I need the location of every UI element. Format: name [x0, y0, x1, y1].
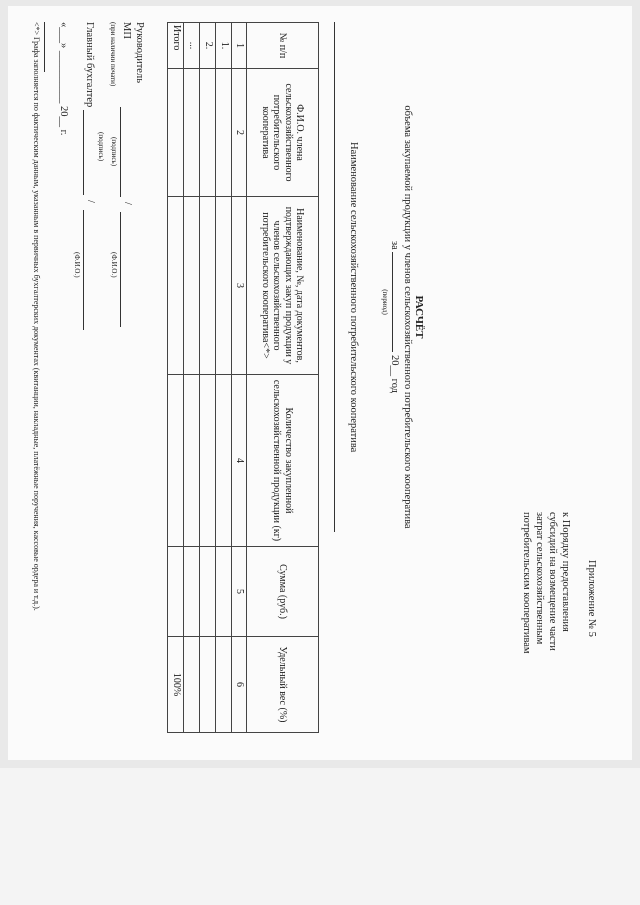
cell-quantity[interactable]: [184, 375, 200, 547]
column-number: 3: [232, 197, 247, 375]
cell-sum[interactable]: [168, 547, 184, 637]
accountant-label: Главный бухгалтер: [84, 22, 95, 108]
cell-quantity[interactable]: [216, 375, 232, 547]
header-sum: Сумма (руб.): [247, 547, 319, 637]
cell-sum[interactable]: [216, 547, 232, 637]
table-row: [200, 23, 216, 733]
seal-note: (при наличии печати): [109, 22, 117, 87]
footnote: <*> Графа заполняется по фактическим данным, указанным в первичных бухгалтерских документах (квитанции, накладные, платёжные поручения, кассовые ордера и т.д.).: [32, 22, 41, 611]
total-row: [168, 23, 184, 733]
column-number: 5: [232, 547, 247, 637]
appendix-line: затрат сельскохозяйственным: [533, 512, 545, 645]
appendix-line: субсидий на возмещение части: [546, 512, 558, 651]
period-line: [389, 102, 400, 532]
accountant-sign-hint: (подпись): [97, 132, 105, 162]
appendix-block: [520, 512, 598, 742]
cell-quantity[interactable]: [168, 375, 184, 547]
head-signature-line[interactable]: [120, 107, 121, 197]
appendix-line: к Порядку предоставления: [560, 512, 571, 632]
cell-documents[interactable]: [216, 197, 232, 375]
cell-documents[interactable]: [184, 197, 200, 375]
appendix-line: потребительским кооперативам: [520, 512, 532, 654]
header-share: Удельный вес (%): [247, 637, 319, 733]
row-number: 2.: [200, 23, 216, 69]
table-row: [216, 23, 232, 733]
column-number: 2: [232, 69, 247, 197]
head-sign-hint: (подпись): [110, 137, 118, 167]
cell-sum[interactable]: [200, 547, 216, 637]
head-label: Руководитель: [134, 22, 145, 83]
column-number: 1: [232, 23, 247, 69]
header-num: № п/п: [247, 23, 319, 69]
total-percent: 100%: [168, 637, 184, 733]
accountant-name-line[interactable]: [83, 210, 84, 330]
org-caption: Наименование сельскохозяйственного потребительского кооператива: [348, 142, 359, 453]
table-row: [184, 23, 200, 733]
cell-quantity[interactable]: [200, 375, 216, 547]
row-number: ...: [184, 23, 200, 69]
heading-block: [381, 102, 425, 532]
header-documents: Наименование, №, дата документов, подтверждающих закуп продукции у членов сельскохозяйственного потребительского кооператива<*>: [247, 197, 319, 375]
accountant-slash: /: [85, 200, 96, 203]
head-name-line[interactable]: [120, 212, 121, 327]
accountant-name-hint: (Ф.И.О.): [73, 252, 81, 278]
cell-member[interactable]: [200, 69, 216, 197]
period-field: [392, 252, 393, 352]
column-number: 6: [232, 637, 247, 733]
period-year: 20__ год: [389, 355, 400, 394]
header-quantity: Количество закупленной сельскохозяйственной продукции (кг): [247, 375, 319, 547]
accountant-signature-line[interactable]: [83, 110, 84, 195]
cell-member[interactable]: [184, 69, 200, 197]
cell-share[interactable]: [184, 637, 200, 733]
appendix-title: Приложение № 5: [586, 560, 597, 637]
cell-documents[interactable]: [200, 197, 216, 375]
column-number: 4: [232, 375, 247, 547]
cell-documents[interactable]: [168, 197, 184, 375]
cell-member[interactable]: [168, 69, 184, 197]
cell-share[interactable]: [216, 637, 232, 733]
rotated-sheet: [15, 12, 615, 752]
cell-sum[interactable]: [184, 547, 200, 637]
org-name-line: [334, 22, 335, 532]
cell-member[interactable]: [216, 69, 232, 197]
document-title: РАСЧЁТ: [413, 295, 425, 339]
seal-label: МП: [121, 22, 132, 39]
head-name-hint: (Ф.И.О.): [110, 252, 118, 278]
period-prefix: за: [389, 240, 400, 250]
calculation-table: [168, 22, 320, 733]
head-slash: /: [122, 202, 133, 205]
date-line: «___» __________ 20__ г.: [58, 22, 69, 136]
period-hint: (период): [381, 289, 389, 315]
row-number: 1.: [216, 23, 232, 69]
cell-share[interactable]: [200, 637, 216, 733]
total-label: Итого: [168, 23, 184, 69]
header-member: Ф.И.О. члена сельскохозяйственного потребительского кооператива: [247, 69, 319, 197]
footnote-rule: [44, 22, 45, 72]
document-subtitle: объема закупаемой продукции у членов сельскохозяйственного потребительского кооператива: [402, 105, 413, 529]
